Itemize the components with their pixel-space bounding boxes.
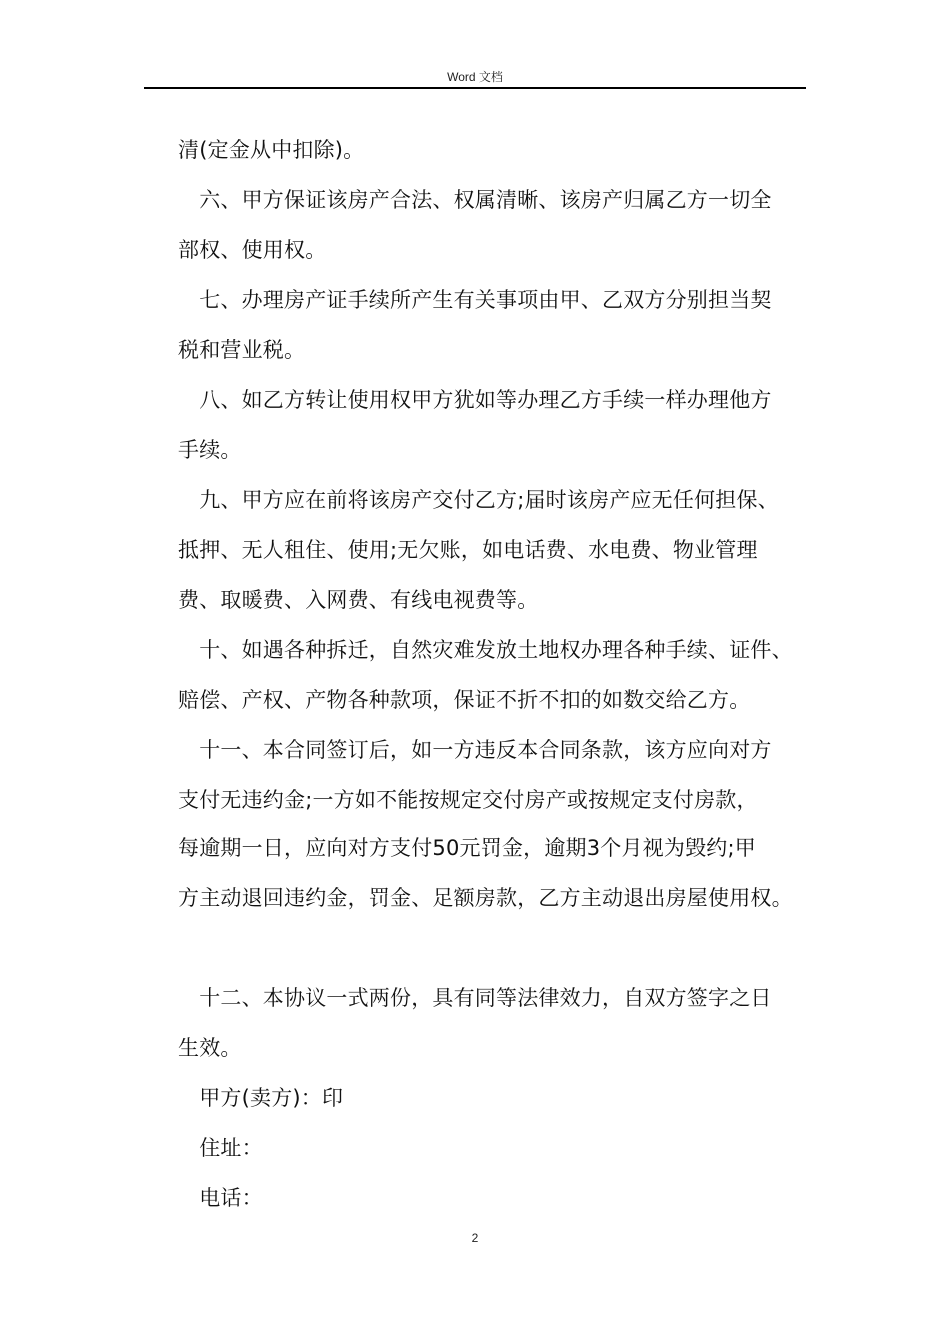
body-line: 生效。: [178, 1036, 242, 1060]
body-line: 甲方(卖方)：印: [178, 1086, 344, 1110]
body-line: 六、甲方保证该房产合法、权属清晰、该房产归属乙方一切全: [178, 188, 772, 212]
header-divider: [144, 87, 806, 89]
body-line: 支付无违约金;一方如不能按规定交付房产或按规定支付房款，: [178, 788, 758, 812]
body-line: 十一、本合同签订后，如一方违反本合同条款，该方应向对方: [178, 738, 772, 762]
body-line: 八、如乙方转让使用权甲方犹如等办理乙方手续一样办理他方: [178, 388, 772, 412]
body-line: 七、办理房产证手续所产生有关事项由甲、乙双方分别担当契: [178, 288, 772, 312]
body-line: 费、取暖费、入网费、有线电视费等。: [178, 588, 539, 612]
body-line: 十二、本协议一式两份，具有同等法律效力，自双方签字之日: [178, 986, 772, 1010]
body-line: 住址：: [178, 1136, 263, 1160]
page-header-title: Word 文档: [447, 70, 503, 84]
body-line: 电话：: [178, 1186, 263, 1210]
body-line: 部权、使用权。: [178, 238, 327, 262]
body-line: 手续。: [178, 438, 242, 462]
body-line: 九、甲方应在前将该房产交付乙方;届时该房产应无任何担保、: [178, 488, 779, 512]
body-line: 每逾期一日，应向对方支付50元罚金，逾期3个月视为毁约;甲: [178, 836, 756, 860]
body-line: 十、如遇各种拆迁，自然灾难发放土地权办理各种手续、证件、: [178, 638, 793, 662]
body-line: 抵押、无人租住、使用;无欠账，如电话费、水电费、物业管理: [178, 538, 758, 562]
body-line: 清(定金从中扣除)。: [178, 138, 365, 162]
body-line: 方主动退回违约金，罚金、足额房款，乙方主动退出房屋使用权。: [178, 886, 793, 910]
page-number: 2: [471, 1231, 479, 1245]
body-line: 赔偿、产权、产物各种款项，保证不折不扣的如数交给乙方。: [178, 688, 751, 712]
body-line: 税和营业税。: [178, 338, 306, 362]
